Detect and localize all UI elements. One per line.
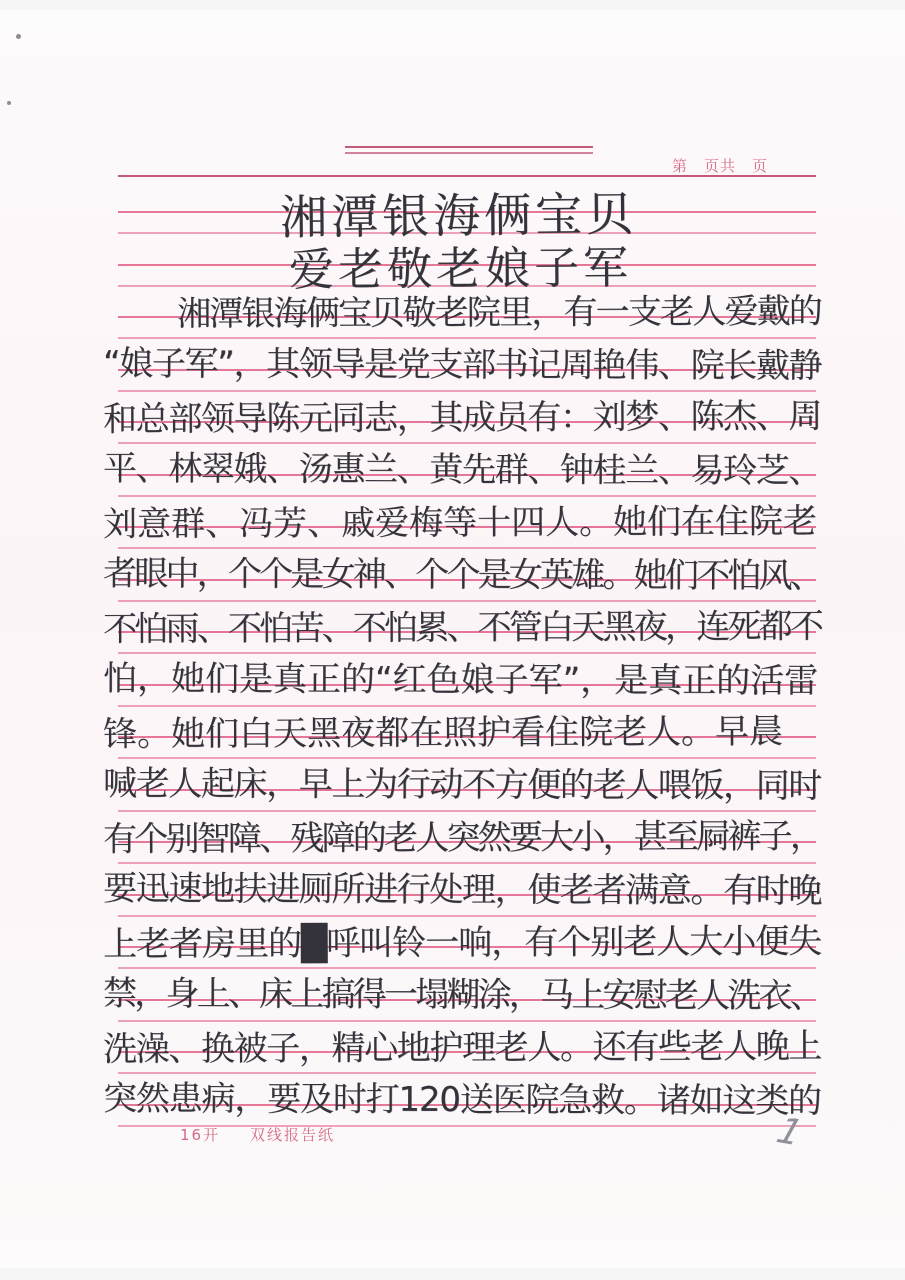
handwritten-line: 要迅速地扶进厕所进行处理，使老者满意。有时晚 [102, 868, 822, 912]
handwritten-line: 怕，她们是真正的“红色娘子军”，是真正的活雷 [102, 658, 819, 702]
handwritten-line: 洗澡、换被子，精心地护理老人。还有些老人晚上 [102, 1026, 822, 1070]
rule-line [118, 1125, 816, 1127]
handwritten-line: 湘潭银海俩宝贝敬老院里，有一支老人爱戴的 [176, 291, 822, 335]
handwritten-line: 和总部领导陈元同志，其成员有：刘梦、陈杰、周 [102, 396, 822, 440]
paper-size-label: 16开 [180, 1126, 221, 1144]
handwritten-line: 上老者房里的█呼叫铃一响，有个别老人大小便失 [102, 921, 822, 965]
handwritten-line: 平、林翠娥、汤惠兰、黄先群、钟桂兰、易玲芝、 [102, 448, 822, 492]
handwritten-title-line2: 爱老敬老娘子军 [288, 240, 633, 297]
handwritten-line: 者眼中，个个是女神、个个是女英雄。她们不怕风、 [102, 553, 822, 597]
handwritten-line: 喊老人起床，早上为行动不方便的老人喂饭，同时 [102, 763, 822, 807]
handwritten-line: 禁，身上、床上搞得一塌糊涂，马上安慰老人洗衣、 [102, 973, 822, 1017]
handwritten-title-line1: 湘潭银海俩宝贝 [279, 187, 638, 246]
page-header-label: 第 页共 页 [672, 157, 769, 175]
handwritten-line: “娘子军”，其领导是党支部书记周艳伟、院长戴静 [102, 343, 822, 387]
handwritten-line: 有个别智障、残障的老人突然要大小，甚至屙裤子， [102, 816, 822, 860]
handwritten-line: 锋。她们白天黑夜都在照护看住院老人。早晨 [102, 711, 784, 755]
handwritten-page-number: 1 [771, 1110, 808, 1155]
handwritten-line: 突然患病，要及时打120送医院急救。诸如这类的 [102, 1078, 821, 1122]
handwritten-line: 刘意群、冯芳、戚爱梅等十四人。她们在住院老 [102, 501, 818, 545]
handwritten-line: 不怕雨、不怕苦、不怕累、不管白天黑夜，连死都不 [102, 606, 822, 650]
paper-type-label: 双线报告纸 [250, 1126, 336, 1144]
